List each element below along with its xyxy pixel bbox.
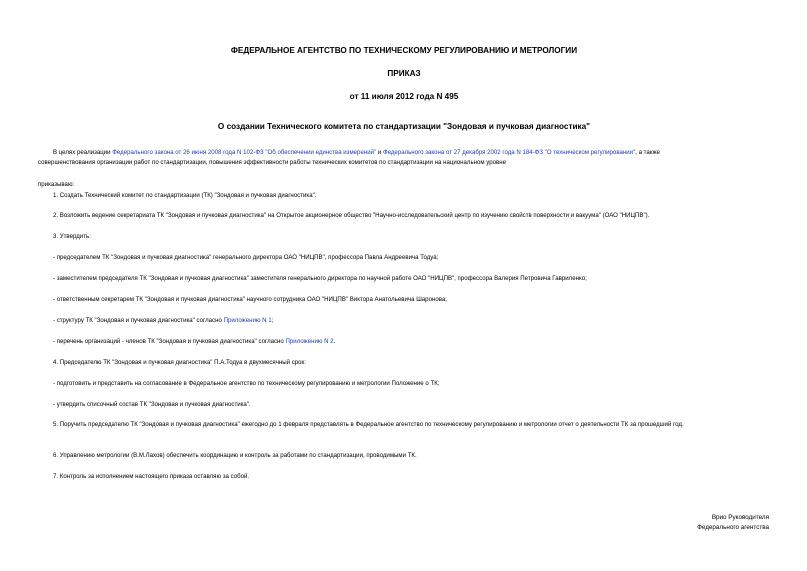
item-4-prepare: - подготовить и представить на согласование в Федеральное агентство по техническому регулированию и метрологии Положение о ТК; [53, 380, 440, 387]
item-3-secretary: - ответственным секретарем ТК "Зондовая и пучковая диагностика" научного сотрудника ОАО "НИЦПВ" Виктора Анатольевича Шаронова; [53, 296, 447, 303]
item-7: 7. Контроль за исполнением настоящего приказа оставляю за собой. [53, 473, 250, 480]
link-federal-law-184[interactable]: Федерального закона от 27 декабря 2002 года N 184-ФЗ "О техническом регулировании" [382, 149, 636, 156]
item-2: 2. Возложить ведение секретариата ТК "Зондовая и пучковая диагностика" на Открытое акционерное общество "Научно-исследовательский центр по изучению свойств поверхности и вакуума" (ОАО "НИЦПВ"). [53, 212, 650, 219]
preamble-line-1 [38, 148, 785, 158]
item-6: 6. Управлению метрологии (В.М.Лахов) обеспечить координацию и контроль за работами по стандартизации, проводимыми ТК. [53, 452, 417, 459]
link-federal-law-102[interactable]: Федерального закона от 26 июня 2008 года N 102-ФЗ "Об обеспечении единства измерений" [112, 149, 377, 156]
item-3-members-text: - перечень организаций - членов ТК "Зондовая и пучковая диагностика" согласно [53, 338, 286, 345]
agency-heading: ФЕДЕРАЛЬНОЕ АГЕНТСТВО ПО ТЕХНИЧЕСКОМУ РЕГУЛИРОВАНИЮ И МЕТРОЛОГИИ [230, 46, 578, 55]
order-word: приказываю: [38, 181, 75, 188]
signature-line-2: Федерального агентства [697, 524, 769, 531]
item-4-approve: - утвердить списочный состав ТК "Зондовая и пучковая диагностика". [53, 401, 251, 408]
link-appendix-2[interactable]: Приложению N 2 [285, 338, 334, 345]
preamble-text-2: и [376, 149, 383, 156]
signature-line-1: Врио Руководителя [711, 514, 769, 521]
item-3-structure [38, 316, 785, 326]
document-date-number: от 11 июля 2012 года N 495 [349, 92, 459, 101]
document-title: О создании Технического комитета по стандартизации "Зондовая и пучковая диагностика" [217, 122, 591, 131]
item-1: 1. Создать Технический комитет по стандартизации (ТК) "Зондовая и пучковая диагностика". [53, 192, 317, 199]
item-3: 3. Утвердить: [53, 233, 91, 240]
item-3-structure-end: ; [271, 317, 274, 324]
item-3-chair: - председателем ТК "Зондовая и пучковая диагностика" генерального директора ОАО "НИЦПВ", профессора Павла Андреевича Тодуа; [53, 254, 439, 261]
link-appendix-1[interactable]: Приложению N 1 [223, 317, 272, 324]
item-3-structure-text: - структуру ТК "Зондовая и пучковая диагностика" согласно [53, 317, 224, 324]
document-type: ПРИКАЗ [387, 69, 421, 78]
item-4: 4. Председателю ТК "Зондовая и пучковая диагностика" П.А.Тодуа в двухмесячный срок: [53, 359, 306, 366]
signature-block [697, 513, 769, 533]
item-5: 5. Поручить председателю ТК "Зондовая и пучковая диагностика" ежегодно до 1 февраля представлять в Федеральное агентство по техническому регулированию и метрологии отчет о деятельности ТК за прошедший год. [53, 421, 684, 428]
item-3-members [38, 337, 785, 347]
item-3-deputy: - заместителем председателя ТК "Зондовая и пучковая диагностика" заместителя генерального директора по научной работе ОАО "НИЦПВ", профессора Валерия Петровича Гавриленко; [53, 275, 587, 282]
preamble-text-1: В целях реализации [53, 149, 113, 156]
preamble-text-3: , а также [635, 149, 660, 156]
item-3-members-end: . [333, 338, 336, 345]
preamble-line-2: совершенствования организации работ по стандартизации, повышения эффективности работы технических комитетов по стандартизации на национальном уровне [38, 159, 507, 166]
